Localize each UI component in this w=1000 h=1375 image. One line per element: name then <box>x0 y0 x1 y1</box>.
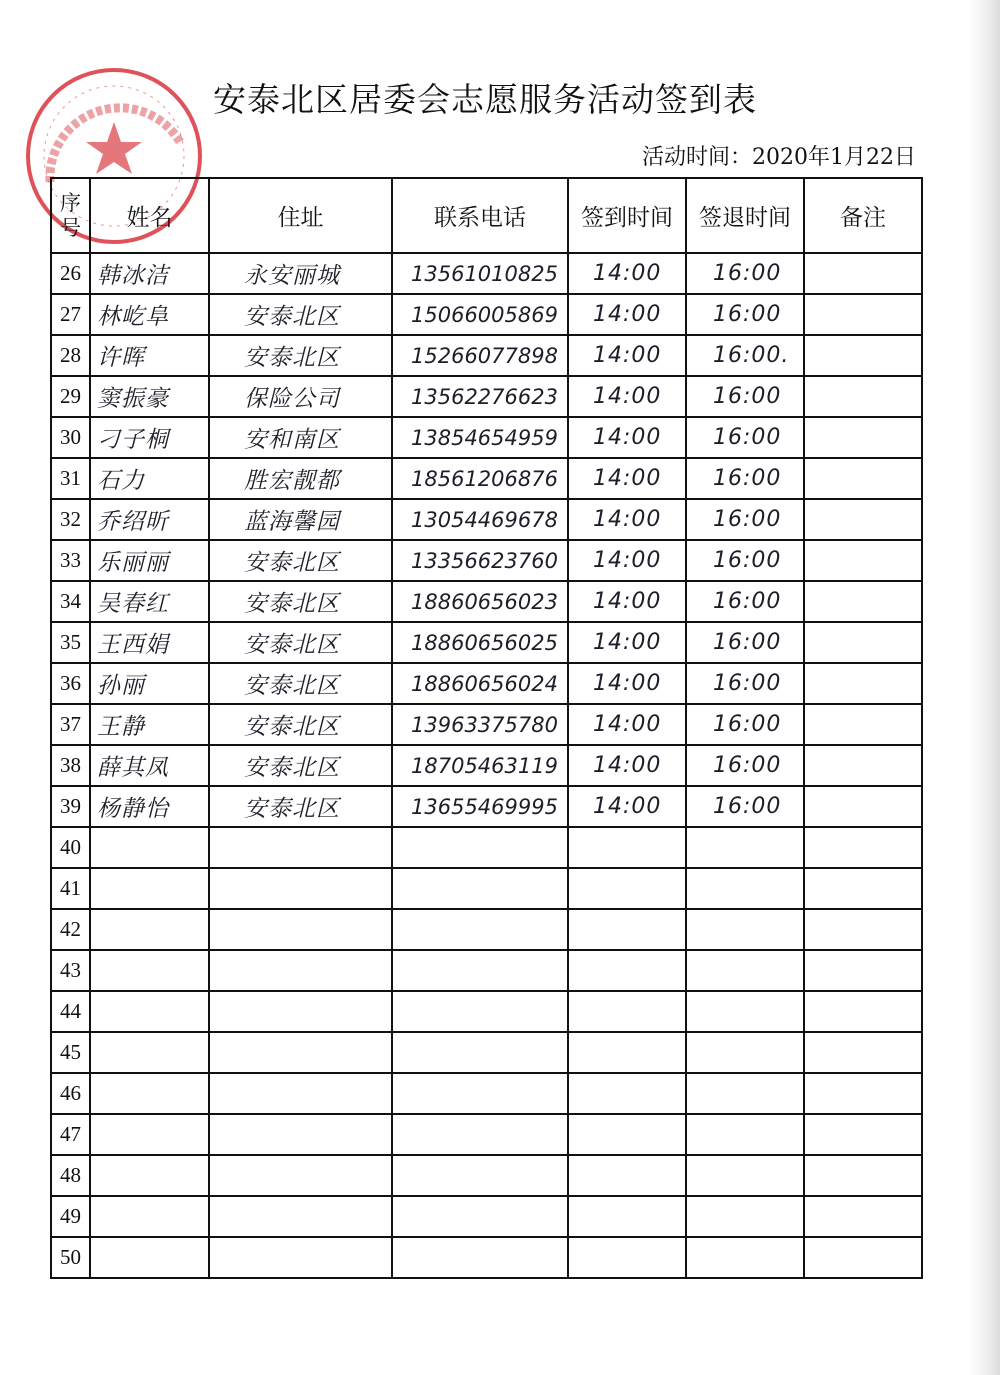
cell-phone <box>392 1196 568 1237</box>
cell-sign-in <box>568 991 686 1032</box>
cell-remark <box>804 335 922 376</box>
cell-sign-out: 16:00 <box>686 253 804 294</box>
cell-address <box>209 1196 392 1237</box>
table-row <box>51 458 922 499</box>
table-row <box>51 950 922 991</box>
cell-address <box>209 1032 392 1073</box>
cell-sign-in <box>568 1114 686 1155</box>
cell-sign-out <box>686 868 804 909</box>
cell-sign-in: 14:00 <box>568 540 686 581</box>
cell-sign-out <box>686 991 804 1032</box>
row-number: 30 <box>51 417 90 458</box>
cell-sign-in: 14:00 <box>568 745 686 786</box>
cell-sign-in <box>568 950 686 991</box>
row-number: 28 <box>51 335 90 376</box>
row-number: 48 <box>51 1155 90 1196</box>
cell-phone: 13562276623 <box>392 376 568 417</box>
cell-name <box>90 950 209 991</box>
cell-sign-out: 16:00 <box>686 663 804 704</box>
cell-sign-in <box>568 827 686 868</box>
row-number: 43 <box>51 950 90 991</box>
cell-address: 安泰北区 <box>209 745 392 786</box>
cell-remark <box>804 417 922 458</box>
table-row <box>51 786 922 827</box>
cell-sign-in: 14:00 <box>568 458 686 499</box>
cell-address: 安泰北区 <box>209 786 392 827</box>
cell-phone: 18860656024 <box>392 663 568 704</box>
cell-name: 乔绍昕 <box>90 499 209 540</box>
cell-sign-in: 14:00 <box>568 704 686 745</box>
cell-name <box>90 868 209 909</box>
cell-address <box>209 991 392 1032</box>
row-number: 33 <box>51 540 90 581</box>
cell-sign-out <box>686 1155 804 1196</box>
cell-remark <box>804 704 922 745</box>
cell-phone: 13561010825 <box>392 253 568 294</box>
cell-address <box>209 950 392 991</box>
cell-phone: 13854654959 <box>392 417 568 458</box>
cell-name <box>90 1114 209 1155</box>
row-number: 41 <box>51 868 90 909</box>
cell-remark <box>804 909 922 950</box>
row-number: 40 <box>51 827 90 868</box>
cell-name: 乐丽丽 <box>90 540 209 581</box>
cell-phone: 13963375780 <box>392 704 568 745</box>
cell-name: 杨静怡 <box>90 786 209 827</box>
cell-sign-out: 16:00 <box>686 745 804 786</box>
cell-sign-out <box>686 1032 804 1073</box>
seal-star-icon <box>86 122 142 174</box>
row-number: 44 <box>51 991 90 1032</box>
cell-name <box>90 1196 209 1237</box>
table-row <box>51 827 922 868</box>
cell-sign-out <box>686 1196 804 1237</box>
scan-edge-shadow <box>970 0 1000 1375</box>
table-row <box>51 1073 922 1114</box>
row-number: 37 <box>51 704 90 745</box>
cell-remark <box>804 622 922 663</box>
cell-sign-in: 14:00 <box>568 253 686 294</box>
cell-address: 胜宏靓都 <box>209 458 392 499</box>
cell-remark <box>804 1073 922 1114</box>
table-row <box>51 1155 922 1196</box>
cell-address <box>209 1155 392 1196</box>
table-row <box>51 581 922 622</box>
cell-sign-out: 16:00 <box>686 540 804 581</box>
row-number: 35 <box>51 622 90 663</box>
cell-address: 安和南区 <box>209 417 392 458</box>
table-row <box>51 294 922 335</box>
cell-sign-in: 14:00 <box>568 622 686 663</box>
cell-sign-in <box>568 1032 686 1073</box>
cell-sign-out: 16:00 <box>686 581 804 622</box>
row-number: 27 <box>51 294 90 335</box>
cell-name: 石力 <box>90 458 209 499</box>
cell-address: 安泰北区 <box>209 704 392 745</box>
table-row <box>51 991 922 1032</box>
cell-name <box>90 909 209 950</box>
cell-address <box>209 868 392 909</box>
cell-sign-out: 16:00 <box>686 417 804 458</box>
row-number: 47 <box>51 1114 90 1155</box>
row-number: 45 <box>51 1032 90 1073</box>
cell-phone: 15266077898 <box>392 335 568 376</box>
cell-phone <box>392 991 568 1032</box>
cell-sign-in <box>568 868 686 909</box>
cell-sign-out <box>686 1237 804 1278</box>
row-number: 42 <box>51 909 90 950</box>
table-row <box>51 1237 922 1278</box>
table-row <box>51 417 922 458</box>
cell-sign-in: 14:00 <box>568 786 686 827</box>
cell-phone <box>392 909 568 950</box>
cell-sign-out: 16:00 <box>686 499 804 540</box>
cell-phone <box>392 1237 568 1278</box>
header-no: 序 号 <box>51 178 90 253</box>
cell-remark <box>804 950 922 991</box>
cell-sign-out: 16:00 <box>686 458 804 499</box>
cell-remark <box>804 294 922 335</box>
table-row <box>51 622 922 663</box>
cell-remark <box>804 1155 922 1196</box>
cell-remark <box>804 1114 922 1155</box>
activity-date: 活动时间：2020年1月22日 <box>642 145 916 170</box>
table-row <box>51 376 922 417</box>
cell-remark <box>804 745 922 786</box>
cell-address: 保险公司 <box>209 376 392 417</box>
cell-sign-out: 16:00 <box>686 704 804 745</box>
cell-name <box>90 827 209 868</box>
cell-sign-out: 16:00 <box>686 622 804 663</box>
cell-sign-in <box>568 1196 686 1237</box>
cell-name: 窦振豪 <box>90 376 209 417</box>
cell-remark <box>804 786 922 827</box>
cell-address: 安泰北区 <box>209 335 392 376</box>
row-number: 26 <box>51 253 90 294</box>
cell-phone <box>392 868 568 909</box>
cell-sign-in <box>568 909 686 950</box>
row-number: 29 <box>51 376 90 417</box>
cell-address: 安泰北区 <box>209 540 392 581</box>
cell-address <box>209 909 392 950</box>
cell-phone: 15066005869 <box>392 294 568 335</box>
cell-sign-in: 14:00 <box>568 663 686 704</box>
cell-sign-out <box>686 1114 804 1155</box>
cell-sign-out: 16:00 <box>686 786 804 827</box>
cell-address: 永安丽城 <box>209 253 392 294</box>
cell-name: 刁子桐 <box>90 417 209 458</box>
row-number: 39 <box>51 786 90 827</box>
row-number: 31 <box>51 458 90 499</box>
table-row <box>51 868 922 909</box>
cell-address: 安泰北区 <box>209 294 392 335</box>
cell-remark <box>804 1196 922 1237</box>
cell-remark <box>804 253 922 294</box>
row-number: 36 <box>51 663 90 704</box>
cell-phone: 13054469678 <box>392 499 568 540</box>
row-number: 50 <box>51 1237 90 1278</box>
cell-remark <box>804 663 922 704</box>
cell-phone: 18860656023 <box>392 581 568 622</box>
cell-address: 蓝海馨园 <box>209 499 392 540</box>
cell-sign-in: 14:00 <box>568 581 686 622</box>
cell-name <box>90 991 209 1032</box>
row-number: 49 <box>51 1196 90 1237</box>
cell-remark <box>804 458 922 499</box>
cell-name: 林屹阜 <box>90 294 209 335</box>
cell-address: 安泰北区 <box>209 663 392 704</box>
table-header-row <box>51 178 922 253</box>
table-row <box>51 540 922 581</box>
cell-address <box>209 1073 392 1114</box>
cell-name <box>90 1073 209 1114</box>
table-row <box>51 499 922 540</box>
cell-phone <box>392 1032 568 1073</box>
cell-name <box>90 1237 209 1278</box>
cell-remark <box>804 376 922 417</box>
table-row <box>51 1196 922 1237</box>
cell-name <box>90 1032 209 1073</box>
cell-address: 安泰北区 <box>209 581 392 622</box>
cell-sign-in: 14:00 <box>568 499 686 540</box>
header-sign-out: 签退时间 <box>686 178 804 253</box>
cell-name: 薛其凤 <box>90 745 209 786</box>
cell-remark <box>804 581 922 622</box>
cell-sign-out: 16:00 <box>686 294 804 335</box>
cell-phone: 18705463119 <box>392 745 568 786</box>
cell-sign-out: 16:00 <box>686 376 804 417</box>
cell-name: 王西娟 <box>90 622 209 663</box>
cell-sign-out <box>686 827 804 868</box>
row-number: 32 <box>51 499 90 540</box>
cell-remark <box>804 1032 922 1073</box>
cell-address: 安泰北区 <box>209 622 392 663</box>
header-remark: 备注 <box>804 178 922 253</box>
cell-address <box>209 1114 392 1155</box>
cell-name <box>90 1155 209 1196</box>
cell-phone: 13655469995 <box>392 786 568 827</box>
table-row <box>51 704 922 745</box>
cell-sign-in: 14:00 <box>568 294 686 335</box>
cell-name: 孙丽 <box>90 663 209 704</box>
cell-phone <box>392 1114 568 1155</box>
row-number: 46 <box>51 1073 90 1114</box>
cell-phone: 18860656025 <box>392 622 568 663</box>
header-address: 住址 <box>209 178 392 253</box>
page-title: 安泰北区居委会志愿服务活动签到表 <box>213 80 757 119</box>
cell-name: 许晖 <box>90 335 209 376</box>
cell-address <box>209 1237 392 1278</box>
cell-name: 王静 <box>90 704 209 745</box>
cell-sign-in <box>568 1073 686 1114</box>
cell-sign-in: 14:00 <box>568 376 686 417</box>
table-row <box>51 745 922 786</box>
cell-remark <box>804 827 922 868</box>
table-row <box>51 909 922 950</box>
header-name: 姓名 <box>90 178 209 253</box>
cell-remark <box>804 868 922 909</box>
cell-address <box>209 827 392 868</box>
cell-remark <box>804 1237 922 1278</box>
cell-remark <box>804 991 922 1032</box>
table-row <box>51 1032 922 1073</box>
cell-phone <box>392 1155 568 1196</box>
cell-sign-in <box>568 1237 686 1278</box>
cell-sign-in: 14:00 <box>568 417 686 458</box>
cell-sign-out <box>686 950 804 991</box>
cell-sign-out <box>686 909 804 950</box>
table-row <box>51 335 922 376</box>
cell-sign-out: 16:00. <box>686 335 804 376</box>
row-number: 38 <box>51 745 90 786</box>
table-row <box>51 663 922 704</box>
cell-phone <box>392 827 568 868</box>
cell-name: 吴春红 <box>90 581 209 622</box>
table-row <box>51 1114 922 1155</box>
cell-phone <box>392 1073 568 1114</box>
cell-name: 韩冰洁 <box>90 253 209 294</box>
table-row <box>51 253 922 294</box>
header-sign-in: 签到时间 <box>568 178 686 253</box>
cell-phone: 18561206876 <box>392 458 568 499</box>
cell-remark <box>804 540 922 581</box>
cell-phone: 13356623760 <box>392 540 568 581</box>
cell-phone <box>392 950 568 991</box>
row-number: 34 <box>51 581 90 622</box>
cell-sign-in: 14:00 <box>568 335 686 376</box>
cell-sign-out <box>686 1073 804 1114</box>
sign-in-table <box>50 177 923 1279</box>
cell-remark <box>804 499 922 540</box>
cell-sign-in <box>568 1155 686 1196</box>
header-phone: 联系电话 <box>392 178 568 253</box>
